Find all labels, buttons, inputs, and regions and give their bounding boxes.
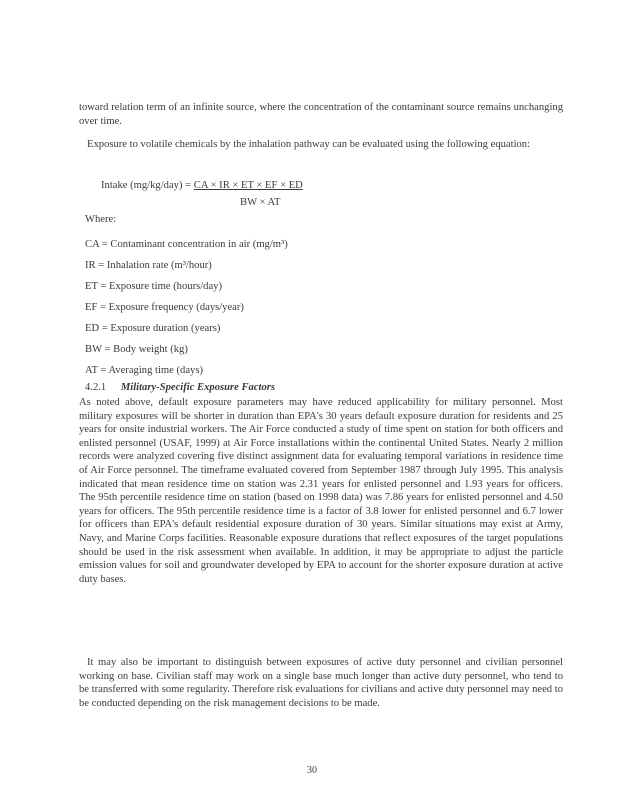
section-number: 4.2.1 [85,382,107,393]
paragraph-intro: toward relation term of an infinite source, where the concentration of the contaminant source remains unchanging over time. [79,102,563,127]
equation-intake [101,179,303,193]
definition-ca: CA = Contaminant concentration in air (mg/m³) [85,239,288,250]
paragraph-inhalation: Exposure to volatile chemicals by the inhalation pathway can be evaluated using the following equation: [87,139,531,150]
paragraph-military-factors: As noted above, default exposure parameters may have reduced applicability for military personnel. Most military exposures will be shorter in duration than EPA's 30 years default exposure duration for residents and 25 years for onsite industrial workers. The Air Force conducted a study of time spent on station for both officers and enlisted personnel (USAF, 1999) at Air Force installations within the continental United States. Nearly 2 million records were analyzed covering five distinct assignment data for evaluating temporal variations in residence time of Air Force personnel. The timeframe evaluated covered from September 1987 through July 1995. This analysis indicated that mean residence time on station was 2.31 years for enlisted personnel and 1.93 years for officers. The 95th percentile residence time on station (based on 1998 data) was 7.86 years for enlisted personnel and 4.50 years for officers. The 95th percentile residence time is a factor of 3.8 lower for enlisted personnel and 6.7 lower for officers than EPA's default residential exposure duration of 30 years. Similar situations may exist at Army, Navy, and Marine Corps facilities. Reasonable exposure durations that reflect exposures of the target populations should be used in the risk assessment when available. In addition, it may be appropriate to adjust the particle emission values for soil and groundwater developed by EPA to account for the shorter exposure duration at active duty bases. [79,397,563,585]
equation-numerator: CA × IR × ET × EF × ED [193,180,303,191]
definition-et: ET = Exposure time (hours/day) [85,281,222,292]
definition-bw: BW = Body weight (kg) [85,344,188,355]
definition-ir: IR = Inhalation rate (m³/hour) [85,260,212,271]
page-number: 30 [307,765,317,776]
equation-denominator: BW × AT [240,197,281,208]
paragraph-civilian: It may also be important to distinguish between exposures of active duty personnel and civilian personnel working on base. Civilian staff may work on a single base much longer than active duty personnel, who tend to be transferred with some regularity. Therefore risk evaluations for civilians and active duty personnel may need to be conducted depending on the risk management decisions to be made. [79,657,563,709]
section-heading [85,381,275,395]
where-label: Where: [85,214,117,225]
definition-at: AT = Averaging time (days) [85,365,203,376]
section-title: Military-Specific Exposure Factors [120,382,276,393]
equation-lhs: Intake (mg/kg/day) = [101,180,192,191]
definition-ed: ED = Exposure duration (years) [85,323,221,334]
definition-ef: EF = Exposure frequency (days/year) [85,302,244,313]
